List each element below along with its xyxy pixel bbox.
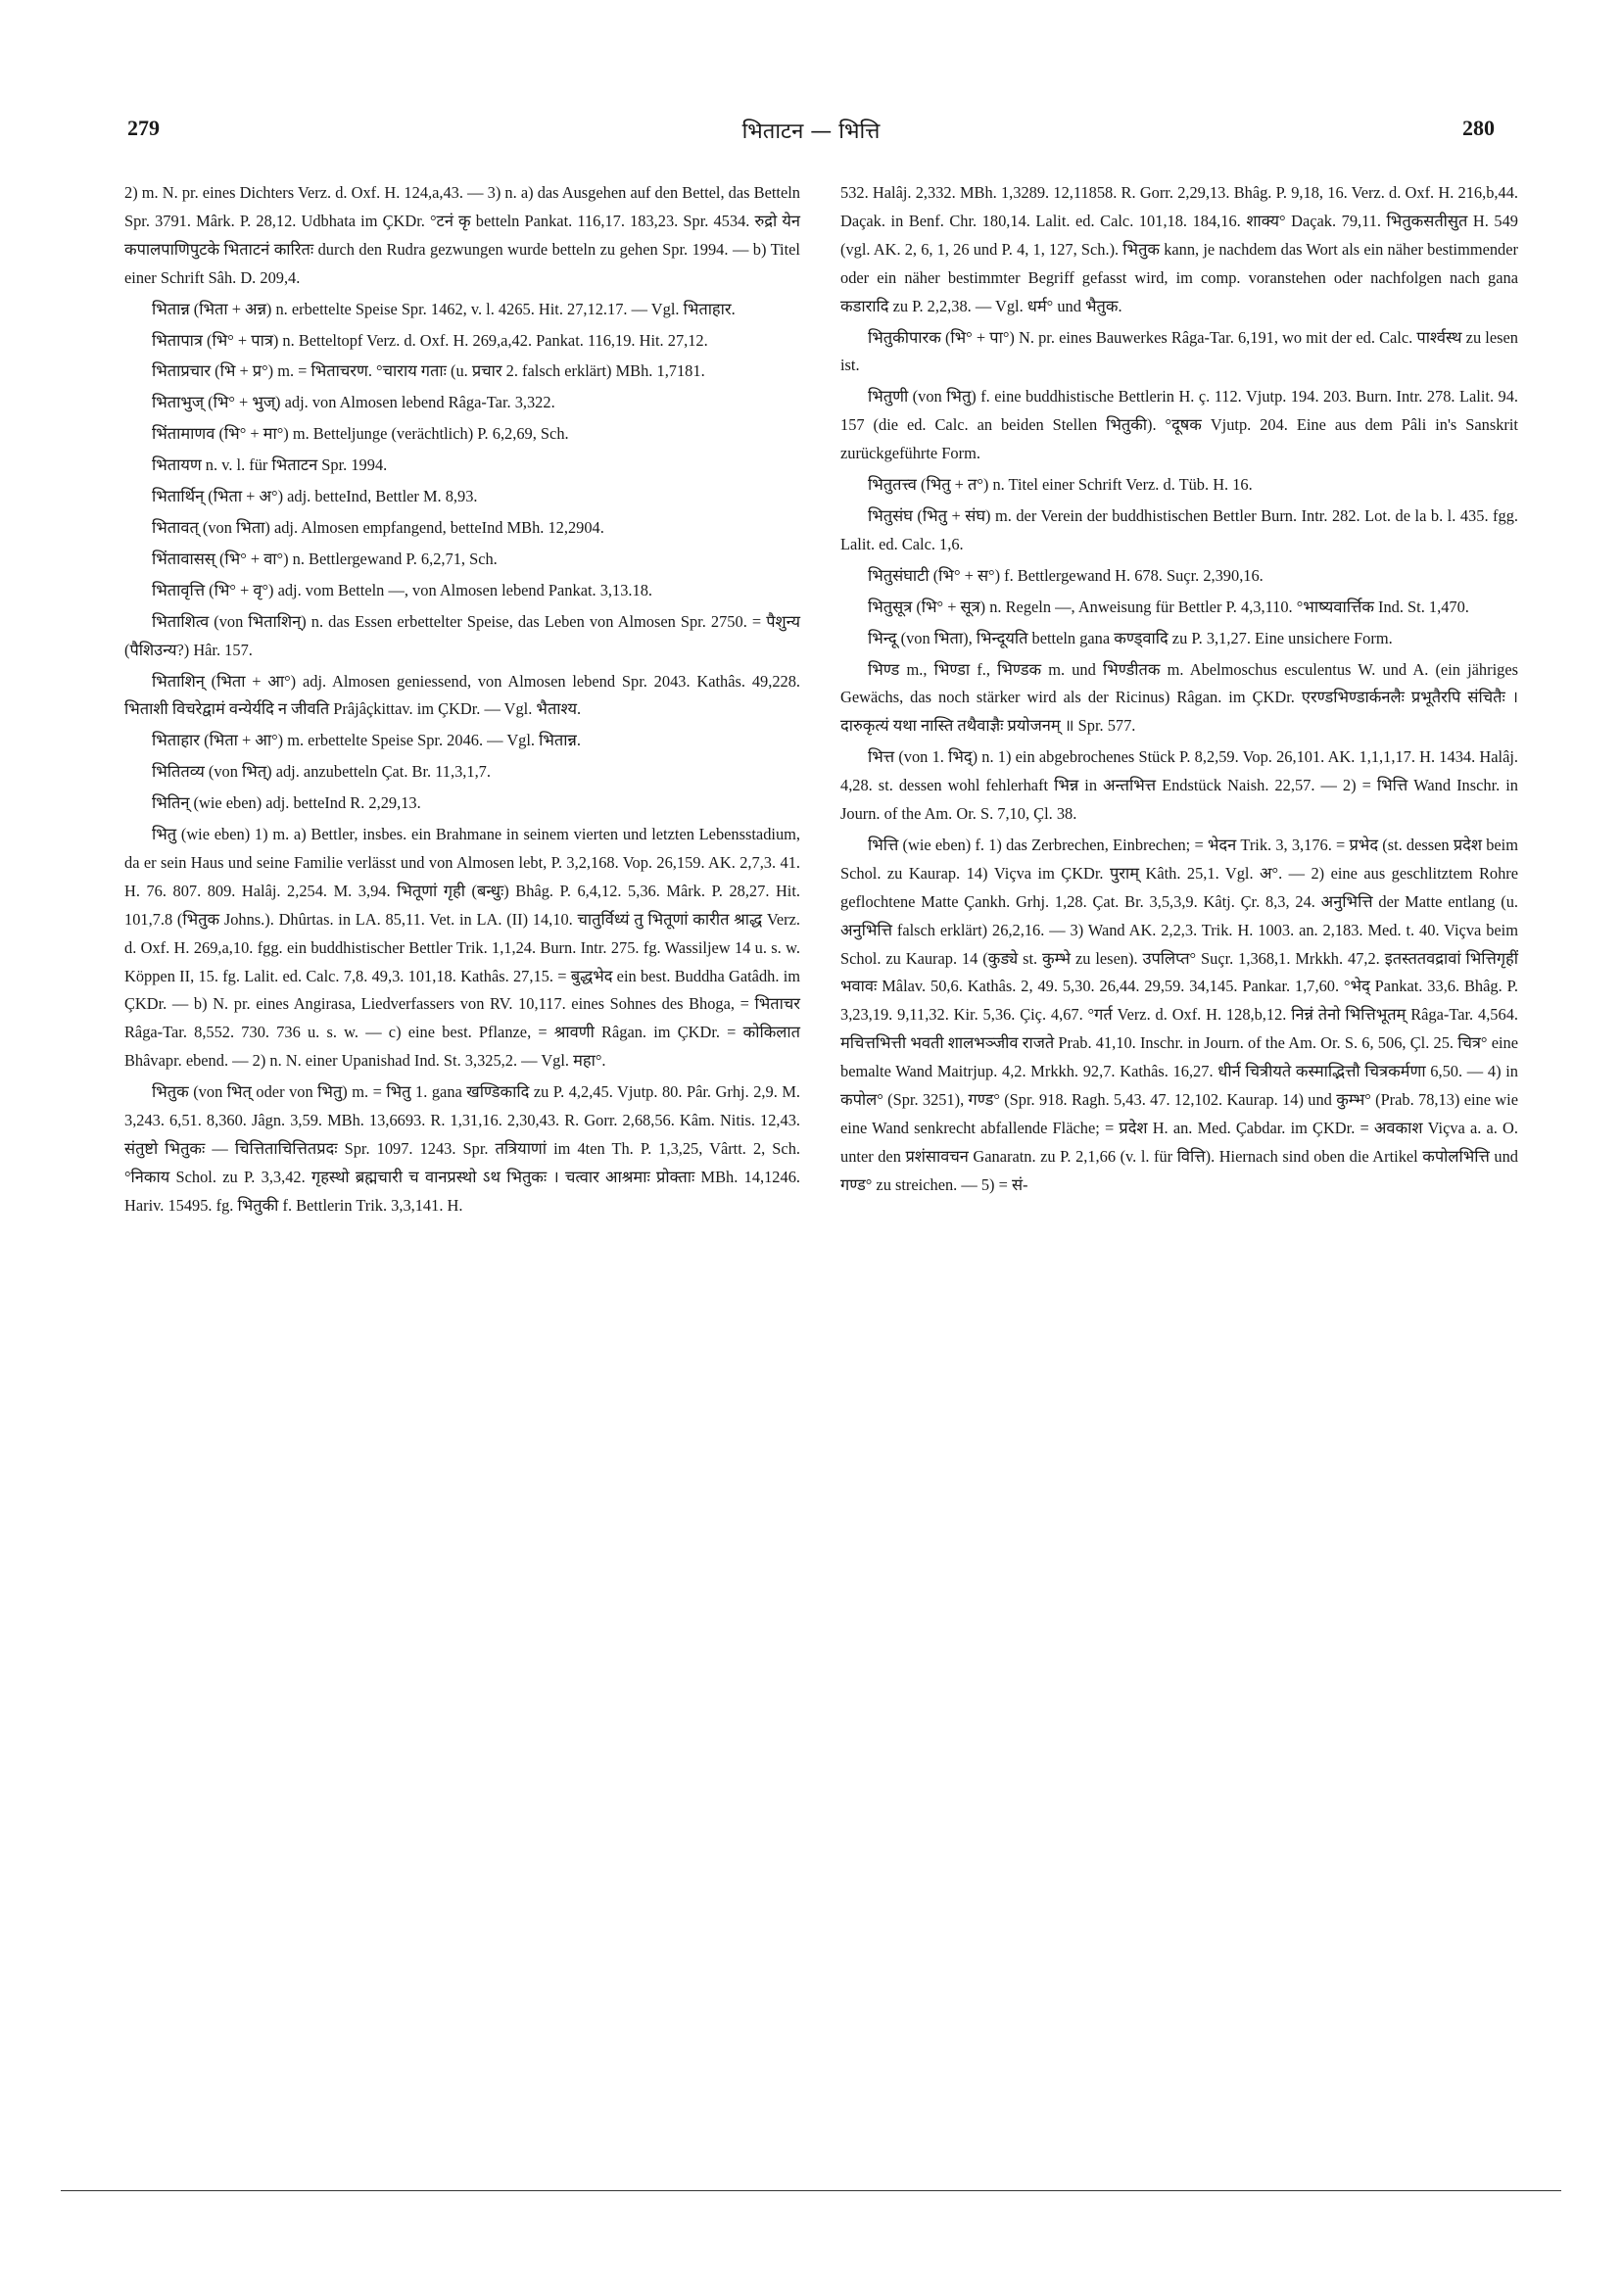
dictionary-entry: भिताहार (भिता + आ°) m. erbettelte Speise Spr. 2046. — Vgl. भितान्न. (152, 731, 581, 750)
right-column (840, 179, 1518, 1203)
dictionary-entry: भितुणी (von भितु) f. eine buddhistische Bettlerin H. ç. 112. Vjutp. 194. 203. Burn. Intr. 278. Lalit. 94. 157 (die ed. Calc. an beiden Stellen भितुकी). °दूषक Vjutp. 204. Eine aus dem Pâli in's Sanskrit zurückgeführte Form. (840, 387, 1518, 463)
dictionary-entry: भितापात्र (भि° + पात्र) n. Betteltopf Verz. d. Oxf. H. 269,a,42. Pankat. 116,19. Hit. 27,12. (152, 330, 708, 350)
bottom-rule (61, 2190, 1561, 2191)
page-number-right: 280 (1462, 116, 1495, 140)
page-header (127, 116, 1495, 155)
dictionary-entry: भितुसंघ (भितु + संघ) m. der Verein der buddhistischen Bettler Burn. Intr. 282. Lot. de la b. l. 435. fgg. Lalit. ed. Calc. 1,6. (840, 505, 1518, 553)
dictionary-entry: भितावृत्ति (भि° + वृ°) adj. vom Betteln —, von Almosen lebend Pankat. 3,13.18. (152, 580, 652, 599)
dictionary-entry: भितान्न (भिता + अन्न) n. erbettelte Speise Spr. 1462, v. l. 4265. Hit. 27,12.17. — Vgl. भिताहार. (152, 299, 736, 318)
guide-words: भिताटन — भित्ति (741, 120, 881, 144)
dictionary-entry: भिताप्रचार (भि + प्र°) m. = भिताचरण. °चाराय गताः (u. प्रचार 2. falsch erklärt) MBh. 1,7181. (152, 361, 705, 381)
dictionary-entry: भितावत् (von भिता) adj. Almosen empfangend, betteInd MBh. 12,2904. (152, 517, 604, 537)
dictionary-entry: भितुसूत्र (भि° + सूत्र) n. Regeln —, Anweisung für Bettler P. 4,3,110. °भाष्यवार्त्तिक Ind. St. 1,470. (868, 597, 1469, 616)
dictionary-entry: भित्त (von 1. भिद्) n. 1) ein abgebrochenes Stück P. 8,2,59. Vop. 26,101. AK. 1,1,1,17. H. 1434. Halâj. 4,28. st. dessen wohl fehlerhaft भिन्न in अन्तभित्त Endstück Naish. 22,57. — 2) = भित्ति Wand Inschr. in Journ. of the Am. Or. S. 7,10, Çl. 38. (840, 747, 1518, 824)
dictionary-entry: भित्ति (wie eben) f. 1) das Zerbrechen, Einbrechen; = भेदन Trik. 3, 3,176. = प्रभेद (st. dessen प्रदेश beim Schol. zu Kaurap. 14) Viçva im ÇKDr. पुराम् Kâth. 25,1. Vgl. अ°. — 2) eine aus geschlitztem Rohre geflochtene Matte Çankh. Grhj. 1,28. Çat. Br. 3,5,3,9. Kâtj. Çr. 8,3, 24. अनुभित्ति der Matte entlang (u. अनुभित्ति falsch erklärt) 26,2,16. — 3) Wand AK. 2,2,3. Trik. H. 1003. an. 2,183. Med. t. 40. Viçva beim Schol. zu Kaurap. 14 (कुड्ये st. कुम्भे zu lesen). उपलिप्त° Suçr. 1,368,1. Mrkkh. 47,2. इतस्ततवद्रावां भित्तिगृहीं भवावः Mâlav. 50,6. Kathâs. 2, 49. 5,30. 26,44. 29,59. 34,145. Pankar. 1,7,60. °भेद् Pankat. 33,6. Bhâg. P. 3,23,19. 9,11,32. Kir. 5,36. Çiç. 4,67. °गर्त Verz. d. Oxf. H. 128,b,12. निन्नं तेनो भित्तिभूतम् Râga-Tar. 4,564. मचित्तभित्ती भवती शालभञ्जीव राजते Prab. 41,10. Inschr. in Journ. of the Am. Or. S. 6, 506, Çl. 25. चित्र° eine bemalte Wand Maitrjup. 4,2. Mrkkh. 92,7. Kathâs. 16,27. धीर्न चित्रीयते कस्माद्भित्तौ चित्रकर्मणा 6,50. — 4) in कपोल° (Spr. 3251), गण्ड° (Spr. 918. Ragh. 5,43. 47. 12,102. Kaurap. 14) und कुम्भ° (Prab. 78,13) eine wie eine Wand senkrecht abfallende Fläche; = प्रदेश H. an. Med. Çabdar. im ÇKDr. = अवकाश Viçva a. a. O. unter den प्रशंसावचन Ganaratn. zu P. 2,1,66 (v. l. für वित्ति). Hiernach sind oben die Artikel कपोलभित्ति und गण्ड° zu streichen. — 5) = सं- (840, 835, 1518, 1194)
dictionary-entry: भितायण n. v. l. für भिताटन Spr. 1994. (152, 455, 388, 475)
dictionary-entry: भिताभुज् (भि° + भुज्) adj. von Almosen lebend Râga-Tar. 3,322. (152, 393, 555, 412)
dictionary-entry: भितुकीपारक (भि° + पा°) N. pr. eines Bauwerkes Râga-Tar. 6,191, wo mit der ed. Calc. पार्श्वस्थ zu lesen ist. (840, 327, 1518, 375)
dictionary-entry: भितु (wie eben) 1) m. a) Bettler, insbes. ein Brahmane in seinem vierten und letzten Lebensstadium, da er sein Haus und seine Familie verlässt und von Almosen lebt, P. 3,2,168. Vop. 26,159. AK. 2,7,3. 41. H. 76. 807. 809. Halâj. 2,254. M. 3,94. भितूणां गृही (बन्धुः) Bhâg. P. 6,4,12. 5,36. Mârk. P. 28,27. Hit. 101,7.8 (भितुक Johns.). Dhûrtas. in LA. 85,11. Vet. in LA. (II) 14,10. चातुर्विध्यं तु भितूणां कारीत श्राद्ध Verz. d. Oxf. H. 269,a,10. fgg. ein buddhistischer Bettler Trik. 1,1,24. Burn. Intr. 275. fg. Wassiljew 14 u. s. w. Köppen II, 15. fg. Lalit. ed. Calc. 7,8. 49,3. 101,18. Kathâs. 27,15. = बुद्धभेद ein best. Buddha Gatâdh. im ÇKDr. — b) N. pr. eines Angirasa, Liedverfassers von RV. 10,117. eines Sohnes des Bhoga, = भिताचर Râga-Tar. 8,552. 730. 736 u. s. w. — c) eine best. Pflanze, = श्रावणी Râgan. im ÇKDr. = कोकिलात Bhâvapr. ebend. — 2) n. N. einer Upanishad Ind. St. 3,325,2. — Vgl. महा°. (124, 825, 800, 1071)
dictionary-entry: भिंतामाणव (भि° + मा°) m. Betteljunge (verächtlich) P. 6,2,69, Sch. (152, 424, 569, 444)
dictionary-entry: भिण्ड m., भिण्डा f., भिण्डक m. und भिण्डीतक m. Abelmoschus esculentus W. und A. (ein jähriges Gewächs, das noch stärker wird als der Ricinus) Râgan. im ÇKDr. एरण्डभिण्डार्कनलैः प्रभूतैरपि संचितैः । दारुकृत्यं यथा नास्ति तथैवाज्ञैः प्रयोजनम् ॥ Spr. 577. (840, 659, 1518, 736)
dictionary-entry: भितार्थिन् (भिता + अ°) adj. betteInd, Bettler M. 8,93. (152, 487, 478, 506)
left-column (124, 179, 800, 1223)
dictionary-entry: भितुसंघाटी (भि° + स°) f. Bettlergewand H. 678. Suçr. 2,390,16. (868, 565, 1264, 585)
dictionary-entry: भितितव्य (von भित्) adj. anzubetteln Çat. Br. 11,3,1,7. (152, 762, 491, 782)
dictionary-entry: भितुतत्त्व (भितु + त°) n. Titel einer Schrift Verz. d. Tüb. H. 16. (868, 475, 1253, 495)
dictionary-entry: भितुक (von भित् oder von भितु) m. = भितु 1. gana खण्डिकादि zu P. 4,2,45. Vjutp. 80. Pâr. Grhj. 2,9. M. 3,243. 6,51. 8,360. Jâgn. 3,59. MBh. 13,6693. R. 1,31,16. 2,30,43. R. Gorr. 2,68,56. Kâm. Nitis. 12,43. संतुष्टो भितुकः — चित्तिताचित्तितप्रदः Spr. 1097. 1243. Spr. तत्रियाणां im 4ten Th. P. 1,3,25, Vârtt. 2, Sch. °निकाय Schol. zu P. 3,3,42. गृहस्थो ब्रह्मचारी च वानप्रस्थो ऽथ भितुकः । चत्वार आश्रमाः प्रोक्ताः MBh. 14,1246. Hariv. 15495. fg. भितुकी f. Bettlerin Trik. 3,3,141. H. (124, 1082, 800, 1215)
page-number-left: 279 (127, 116, 160, 140)
dictionary-entry: भिन्दू (von भिता), भिन्दूयति betteln gana कण्ड्वादि zu P. 3,1,27. Eine unsichere Form. (868, 628, 1393, 647)
dictionary-entry: भिताशित्व (von भिताशिन्) n. das Essen erbettelter Speise, das Leben von Almosen Spr. 2750. = पैशुन्य (पैशिउन्य?) Hâr. 157. (124, 611, 800, 659)
dictionary-entry: भिताशिन् (भिता + आ°) adj. Almosen geniessend, von Almosen lebend Spr. 2043. Kathâs. 49,228. भिताशी विचरेद्वामं वन्येर्यदि न जीवति Prâjâçkittav. im ÇKDr. — Vgl. भैताश्य. (124, 671, 800, 719)
dictionary-entry: 532. Halâj. 2,332. MBh. 1,3289. 12,11858. R. Gorr. 2,29,13. Bhâg. P. 9,18, 16. Verz. d. Oxf. H. 216,b,44. Daçak. in Benf. Chr. 180,14. Lalit. ed. Calc. 101,18. 184,16. शाक्य° Daçak. 79,11. भितुकसतीसुत H. 549 (vgl. AK. 2, 6, 1, 26 und P. 4, 1, 127, Sch.). भितुक kann, je nachdem das Wort als ein näher bestimmender oder ein näher bestimmter Begriff gefasst wird, im comp. voranstehen oder nachfolgen nach gana कडारादि zu P. 2,2,38. — Vgl. धर्म° und भैतुक. (840, 183, 1518, 315)
dictionary-entry: भिंतावासस् (भि° + वा°) n. Bettlergewand P. 6,2,71, Sch. (152, 549, 498, 568)
dictionary-entry: 2) m. N. pr. eines Dichters Verz. d. Oxf. H. 124,a,43. — 3) n. a) das Ausgehen auf den Bettel, das Betteln Spr. 3791. Mârk. P. 28,12. Udbhata im ÇKDr. °टनं कृ betteln Pankat. 116,17. 183,23. Spr. 4534. रुद्रो येन कपालपाणिपुटके भिताटनं कारितः durch den Rudra gezwungen wurde betteln zu gehen Spr. 1994. — b) Titel einer Schrift Sâh. D. 209,4. (124, 183, 800, 287)
dictionary-entry: भितिन् (wie eben) adj. betteInd R. 2,29,13. (152, 793, 421, 813)
